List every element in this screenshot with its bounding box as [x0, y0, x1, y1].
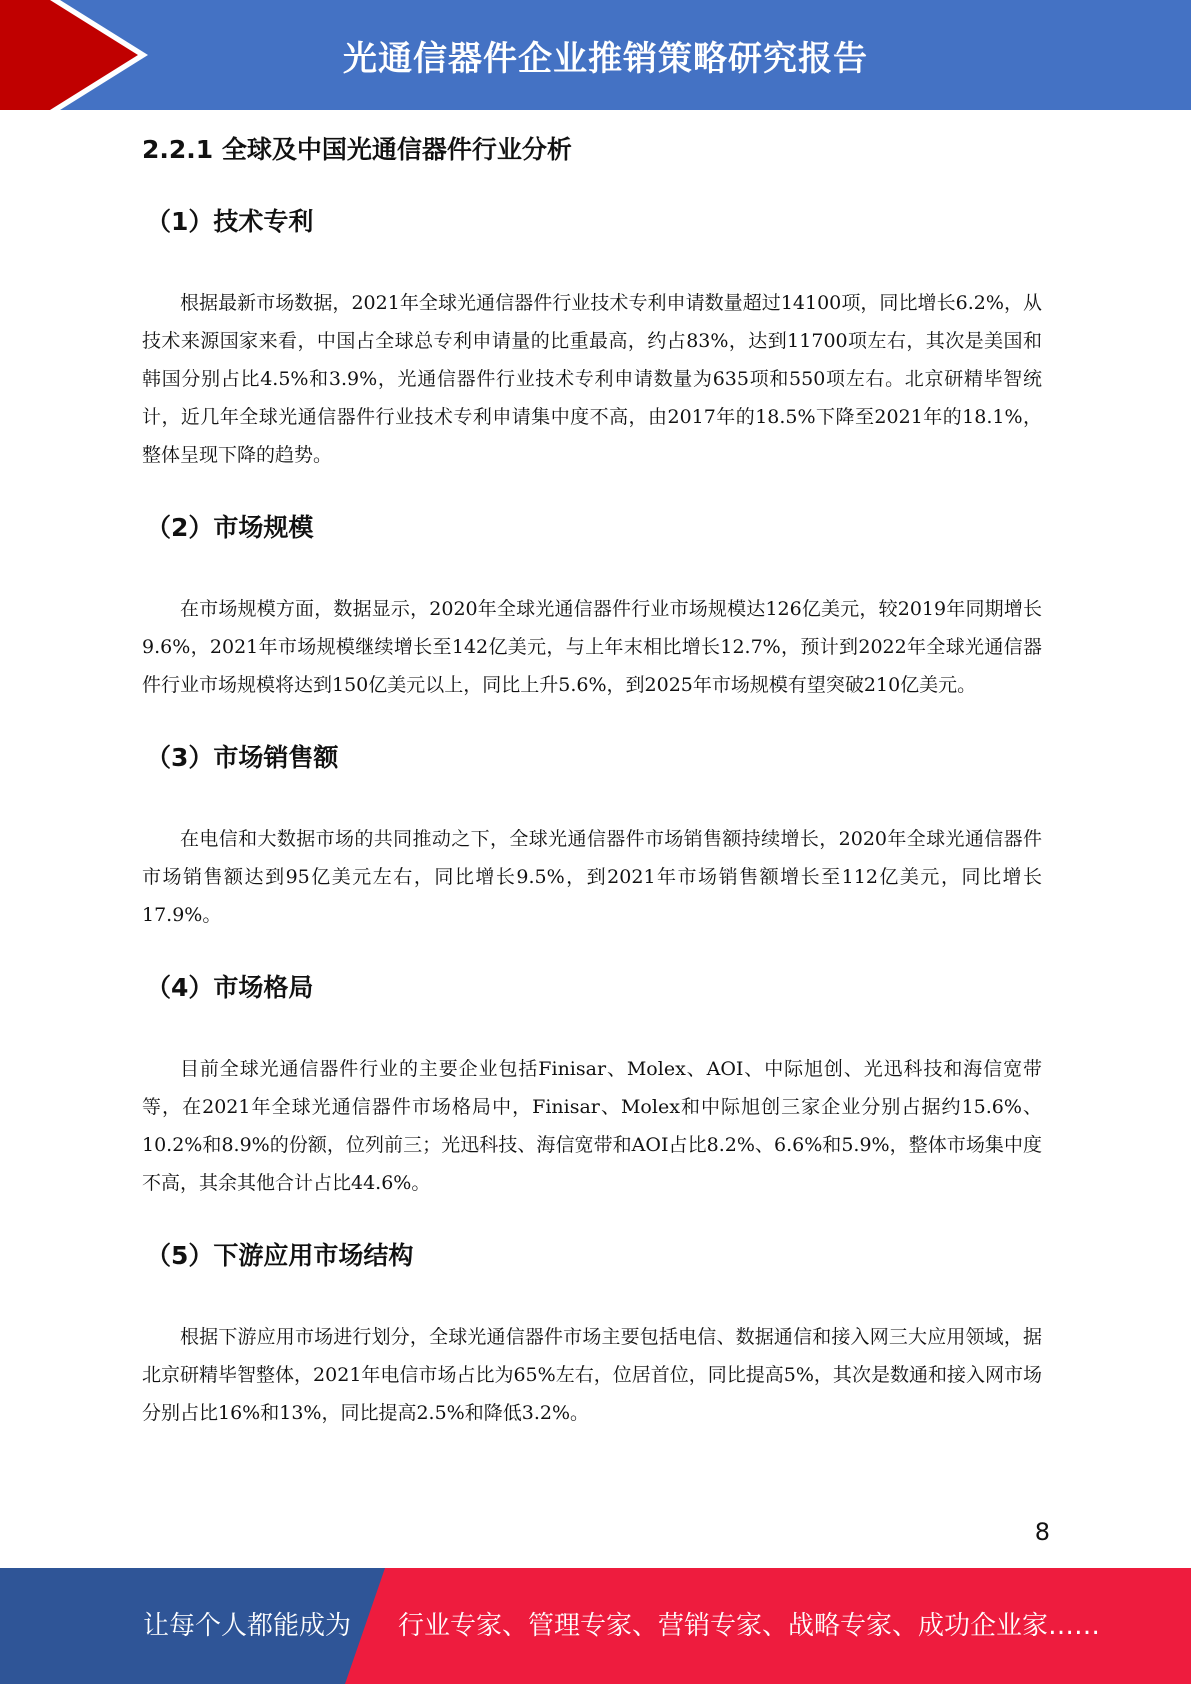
- page-footer: [0, 1568, 1191, 1684]
- subsection-title: （1）技术专利: [146, 207, 314, 236]
- subsection-paragraph: 在市场规模方面，数据显示，2020年全球光通信器件行业市场规模达126亿美元，较2019年同期增长9.6%，2021年市场规模继续增长至142亿美元，与上年末相比增长12.7%，预计到2022年全球光通信器件行业市场规模将达到150亿美元以上，同比上升5.6%，到2025年市场规模有望突破210亿美元。: [142, 598, 1042, 696]
- section-title: 2.2.1 全球及中国光通信器件行业分析: [142, 135, 572, 164]
- subsection-title: （5）下游应用市场结构: [146, 1241, 414, 1270]
- subsection-paragraph: 根据最新市场数据，2021年全球光通信器件行业技术专利申请数量超过14100项，同比增长6.2%，从技术来源国家来看，中国占全球总专利申请量的比重最高，约占83%，达到11700项左右，其次是美国和韩国分别占比4.5%和3.9%，光通信器件行业技术专利申请数量为635项和550项左右。北京研精毕智统计，近几年全球光通信器件行业技术专利申请集中度不高，由2017年的18.5%下降至2021年的18.1%，整体呈现下降的趋势。: [142, 292, 1042, 466]
- subsection-paragraph: 在电信和大数据市场的共同推动之下，全球光通信器件市场销售额持续增长，2020年全球光通信器件市场销售额达到95亿美元左右，同比增长9.5%，到2021年市场销售额增长至112亿美元，同比增长17.9%。: [142, 828, 1042, 926]
- subsection-title: （4）市场格局: [146, 973, 314, 1002]
- footer-slogan-left: 让每个人都能成为: [143, 1611, 352, 1641]
- page-content: [142, 130, 1042, 1432]
- subsection-paragraph: 目前全球光通信器件行业的主要企业包括Finisar、Molex、AOI、中际旭创、光迅科技和海信宽带等，在2021年全球光通信器件市场格局中，Finisar、Molex和中际旭创三家企业分别占据约15.6%、10.2%和8.9%的份额，位列前三；光迅科技、海信宽带和AOI占比8.2%、6.6%和5.9%，整体市场集中度不高，其余其他合计占比44.6%。: [142, 1058, 1042, 1194]
- subsection-paragraph: 根据下游应用市场进行划分，全球光通信器件市场主要包括电信、数据通信和接入网三大应用领域，据北京研精毕智整体，2021年电信市场占比为65%左右，位居首位，同比提高5%，其次是数通和接入网市场分别占比16%和13%，同比提高2.5%和降低3.2%。: [142, 1326, 1042, 1424]
- header-title: 光通信器件企业推销策略研究报告: [343, 38, 868, 79]
- page-header: [0, 0, 1191, 110]
- page-number: 8: [1034, 1518, 1050, 1546]
- footer-slogan-right: 行业专家、管理专家、营销专家、战略专家、成功企业家……: [398, 1611, 1101, 1641]
- subsection-title: （2）市场规模: [146, 513, 314, 542]
- subsection-title: （3）市场销售额: [146, 743, 339, 772]
